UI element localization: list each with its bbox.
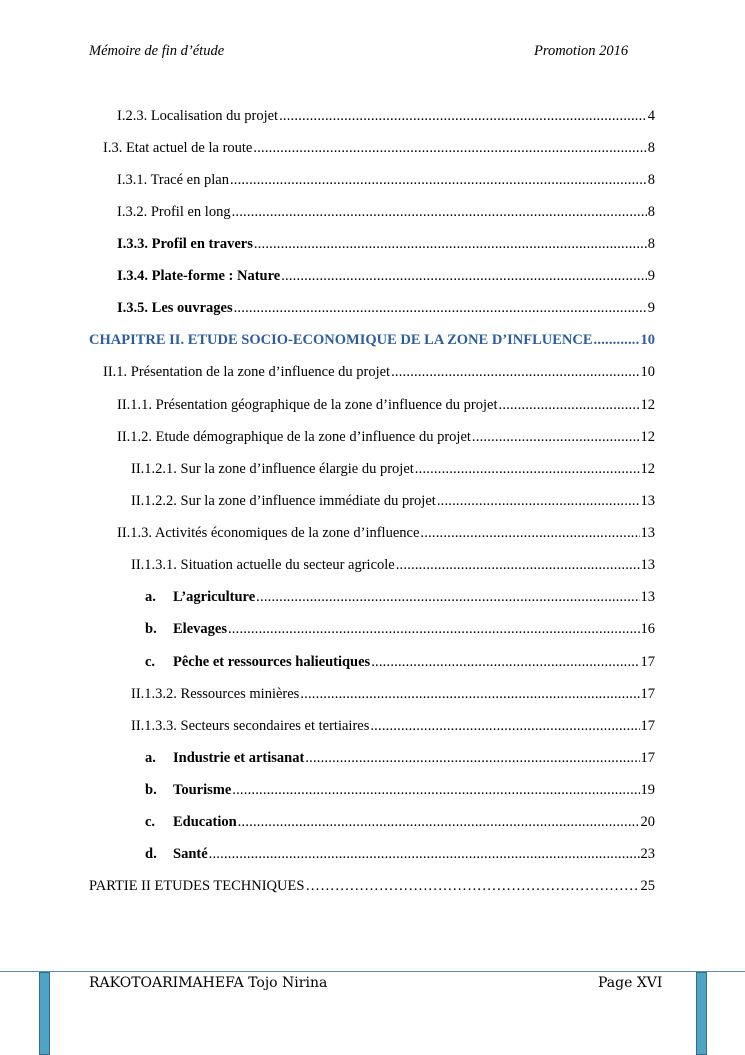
toc-entry[interactable] xyxy=(131,555,655,575)
toc-entry-label: I.3.4. Plate-forme : Nature xyxy=(117,268,281,284)
toc-entry[interactable] xyxy=(145,844,655,864)
toc-entry-page: 8 xyxy=(647,204,655,220)
toc-entry[interactable] xyxy=(145,652,655,672)
toc-entry-label: Tourisme xyxy=(173,782,232,798)
toc-entry-page: 25 xyxy=(640,878,655,894)
toc-entry[interactable] xyxy=(117,170,655,190)
toc-entry-marker: d. xyxy=(145,846,157,862)
toc-entry-page: 17 xyxy=(640,750,655,766)
footer-author: RAKOTOARIMAHEFA Tojo Nirina xyxy=(89,975,328,991)
toc-part-entry[interactable] xyxy=(89,876,655,896)
toc-entry-page: 12 xyxy=(640,429,655,445)
toc-entry[interactable] xyxy=(145,619,655,639)
toc-entry[interactable] xyxy=(117,266,655,286)
toc-entry-marker: a. xyxy=(145,589,156,605)
toc-entry-label: I.3.3. Profil en travers xyxy=(117,236,253,252)
running-header-title: Mémoire de fin d’étude xyxy=(89,43,225,59)
toc-entry[interactable] xyxy=(131,684,655,704)
toc-entry-label: II.1.2.2. Sur la zone d’influence immédiate du projet xyxy=(131,493,436,509)
toc-entry-label: II.1.3.2. Ressources minières xyxy=(131,686,300,702)
toc-entry-page: 16 xyxy=(640,621,655,637)
toc-entry-page: 10 xyxy=(640,364,655,380)
toc-entry-page: 9 xyxy=(647,300,655,316)
footer-right-bar xyxy=(696,972,707,1055)
toc-entry[interactable] xyxy=(103,138,655,158)
toc-entry-page: 8 xyxy=(647,236,655,252)
toc-entry[interactable] xyxy=(145,812,655,832)
toc-entry-label: II.1.3. Activités économiques de la zone d’influence xyxy=(117,525,420,541)
toc-entry-label: II.1.2.1. Sur la zone d’influence élargie du projet xyxy=(131,461,414,477)
toc-entry-page: 9 xyxy=(647,268,655,284)
toc-entry-marker: b. xyxy=(145,782,157,798)
toc-entry-page: 13 xyxy=(640,525,655,541)
toc-entry-marker: c. xyxy=(145,654,156,670)
footer-left-bar xyxy=(39,972,50,1055)
toc-entry-label: Elevages xyxy=(173,621,227,637)
toc-entry-page: 20 xyxy=(640,814,655,830)
footer-rule xyxy=(0,971,745,972)
toc-entry-label: II.1. Présentation de la zone d’influence du projet xyxy=(103,364,391,380)
toc-entry-label: II.1.1. Présentation géographique de la zone d’influence du projet xyxy=(117,397,498,413)
toc-entry[interactable] xyxy=(145,587,655,607)
toc-entry-marker: b. xyxy=(145,621,157,637)
toc-entry-page: 17 xyxy=(640,718,655,734)
toc-entry-label: L’agriculture xyxy=(173,589,256,605)
toc-entry-marker: a. xyxy=(145,750,156,766)
toc-entry-page: 17 xyxy=(640,686,655,702)
toc-entry-page: 19 xyxy=(640,782,655,798)
toc-entry[interactable] xyxy=(117,202,655,222)
toc-entry-label: II.1.3.1. Situation actuelle du secteur agricole xyxy=(131,557,395,573)
toc-entry-page: 12 xyxy=(640,397,655,413)
toc-entry-label: Industrie et artisanat xyxy=(173,750,305,766)
footer-page-number: Page XVI xyxy=(598,975,663,991)
toc-entry-label: Santé xyxy=(173,846,208,862)
toc-entry-label: Education xyxy=(173,814,237,830)
toc-entry-label: I.2.3. Localisation du projet xyxy=(117,108,279,124)
toc-entry[interactable] xyxy=(131,491,655,511)
running-header-promotion: Promotion 2016 xyxy=(534,43,629,59)
toc-entry-page: 13 xyxy=(640,557,655,573)
toc-entry-page: 10 xyxy=(640,332,655,348)
toc-entry-page: 13 xyxy=(640,493,655,509)
toc-entry-label: I.3. Etat actuel de la route xyxy=(103,140,253,156)
toc-entry[interactable] xyxy=(117,106,655,126)
toc-entry[interactable] xyxy=(145,748,655,768)
toc-entry[interactable] xyxy=(117,427,655,447)
toc-entry[interactable] xyxy=(131,716,655,736)
toc-entry-label: I.3.1. Tracé en plan xyxy=(117,172,229,188)
toc-entry-label: II.1.3.3. Secteurs secondaires et tertiaires xyxy=(131,718,370,734)
toc-entry-marker: c. xyxy=(145,814,156,830)
toc-entry[interactable] xyxy=(103,362,655,382)
toc-entry-label: CHAPITRE II. ETUDE SOCIO-ECONOMIQUE DE LA ZONE D’INFLUENCE xyxy=(89,332,593,348)
toc-entry-page: 17 xyxy=(640,654,655,670)
toc-entry[interactable] xyxy=(117,298,655,318)
toc-entry-label: Pêche et ressources halieutiques xyxy=(173,654,371,670)
toc-entry-page: 8 xyxy=(647,140,655,156)
toc-entry-label: II.1.2. Etude démographique de la zone d’influence du projet xyxy=(117,429,471,445)
toc-entry-page: 8 xyxy=(647,172,655,188)
toc-entry-page: 4 xyxy=(647,108,655,124)
toc-entry-label: I.3.5. Les ouvrages xyxy=(117,300,233,316)
toc-entry-page: 13 xyxy=(640,589,655,605)
toc-entry[interactable] xyxy=(131,459,655,479)
toc-chapter-entry[interactable] xyxy=(89,330,655,350)
toc-entry-page: 23 xyxy=(640,846,655,862)
toc-entry-label: I.3.2. Profil en long xyxy=(117,204,231,220)
toc-entry-page: 12 xyxy=(640,461,655,477)
toc-entry[interactable] xyxy=(117,234,655,254)
toc-entry[interactable] xyxy=(145,780,655,800)
toc-entry[interactable] xyxy=(117,395,655,415)
toc-entry[interactable] xyxy=(117,523,655,543)
toc-entry-label: PARTIE II ETUDES TECHNIQUES xyxy=(89,878,305,894)
